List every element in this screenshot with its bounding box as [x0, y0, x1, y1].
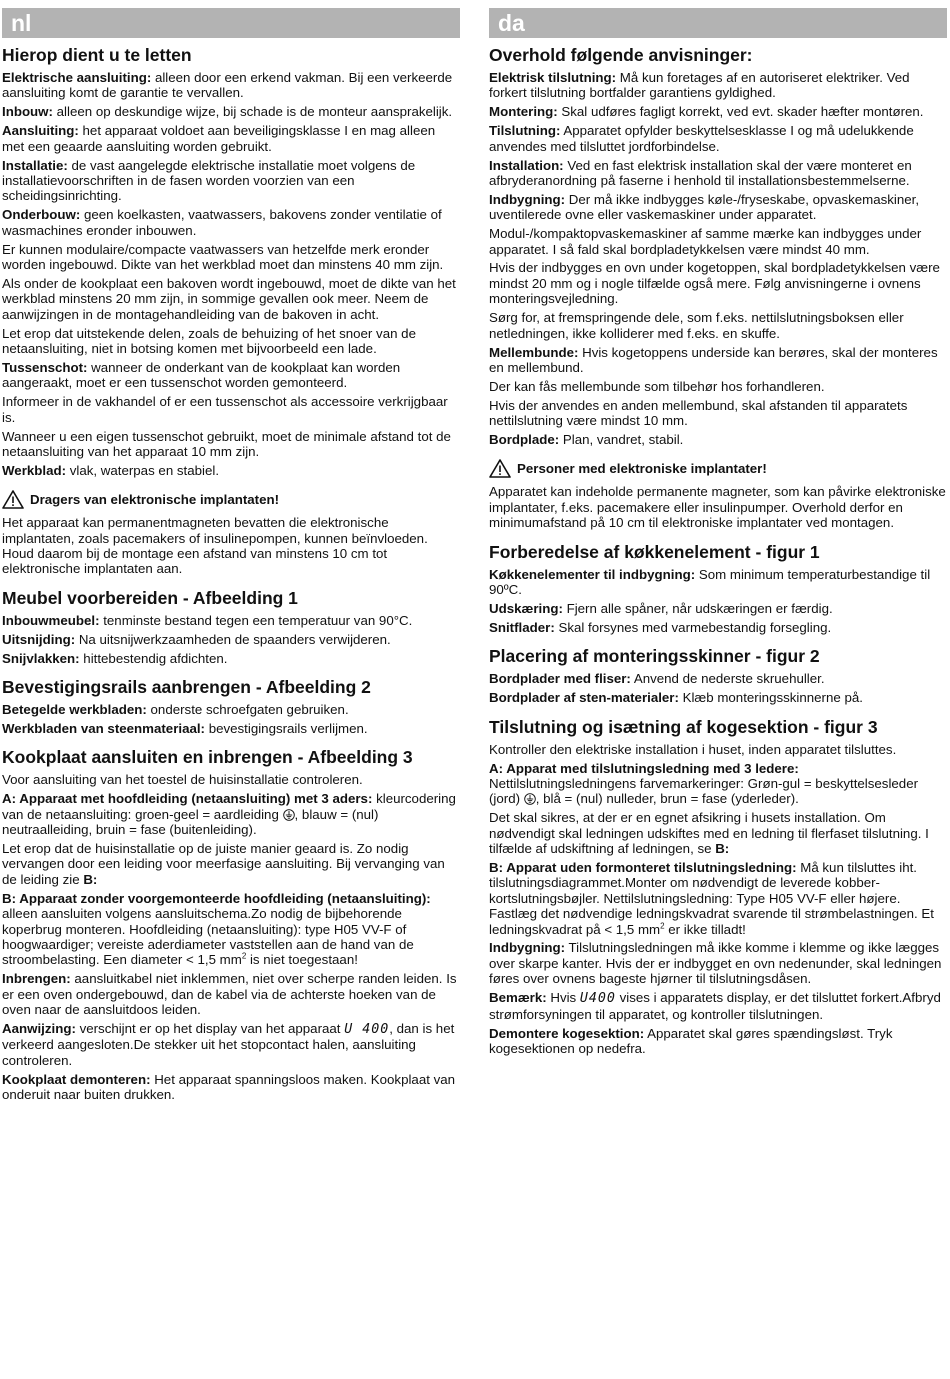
para-fig2-stone: Werkbladen van steenmateriaal: bevestigingsrails verlijmen.: [2, 721, 368, 736]
para-fig1-cabinet: Inbouwmeubel: tenminste bestand tegen een temperatuur van 90°C.: [2, 612, 413, 628]
language-tab-nl: nl: [2, 8, 460, 38]
para-fixed-installation: Installation: Ved en fast elektrisk installation skal der være monteret en afbryderanordning på faserne i henhold til installationsbestemmelserne.: [489, 157, 912, 188]
para-fig1-cut-surfaces: Snitflader: Skal forsynes med varmebestandig forsegling.: [489, 619, 832, 635]
warning-text: Het apparaat kan permanentmagneten bevatten die elektronische implantaten, zoals pacemakers of insulinepompen, kunnen beïnvloeden. Houd daarom bij de montage een afstand van minstens 10 cm tot elektronische implantaten aan.: [2, 515, 428, 577]
para-fig2-tiled: Betegelde werkbladen: onderste schroefgaten gebruiken.: [2, 702, 349, 718]
heading-figure-1: Forberedelse af køkkenelement - figur 1: [489, 541, 820, 562]
heading-figure-1: Meubel voorbereiden - Afbeelding 1: [2, 587, 298, 608]
column-danish: [489, 8, 947, 1060]
para-protruding-parts: Let erop dat uitstekende delen, zoals de behuizing of het snoer van de netaansluiting, niet in botsing komen met bijvoorbeeld een lade.: [2, 325, 416, 356]
para-dishwasher: Er kunnen modulaire/compacte vaatwassers van hetzelfde merk eronder worden ingebouwd. Dikte van het werkblad moet dan minstens 40 mm zijn.: [2, 241, 444, 272]
para-partition-distance: Wanneer u een eigen tussenschot gebruikt, moet de minimale afstand tot de netaansluiting van het apparaat 10 mm zijn.: [2, 428, 451, 459]
para-partition-accessory: Informeer in de vakhandel of er een tussenschot als accessoire verkrijgbaar is.: [2, 394, 448, 425]
para-fig1-cutout: Uitsnijding: Na uitsnijwerkzaamheden de spaanders verwijderen.: [2, 631, 391, 647]
para-connection: Aansluiting: het apparaat voldoet aan beveiligingsklasse I en mag alleen met een geaarde aansluiting worden gebruikt.: [2, 123, 436, 154]
para-underbuild: Onderbouw: geen koelkasten, vaatwassers, bakovens zonder ventilatie of wasmachines eronder inbouwen.: [2, 207, 442, 238]
para-fig3-dismount: Kookplaat demonteren: Het apparaat spanningsloos maken. Kookplaat van onderuit naar buiten drukken.: [2, 1071, 456, 1103]
para-partition: Tussenschot: wanneer de onderkant van de kookplaat kan worden aangeraakt, moet er een tussenschot worden gemonteerd.: [2, 359, 401, 391]
para-fixed-installation: Installatie: de vast aangelegde elektrische installatie moet volgens de installatievoorschriften in de fasen worden voorzien van een scheidingsinrichting.: [2, 157, 416, 204]
para-fig1-cutout: Udskæring: Fjern alle spåner, når udskæringen er færdig.: [489, 600, 833, 616]
para-fig1-cut-surfaces: Snijvlakken: hittebestendig afdichten.: [2, 650, 228, 666]
para-fig3-note: Aanwijzing: verschijnt er op het display van het apparaat U 400, dan is het verkeerd aangesloten.De stekker uit het stopcontact halen, aansluiting controleren.: [2, 1021, 455, 1068]
para-oven: Hvis der indbygges en ovn under kogetoppen, skal bordpladetykkelsen være mindst 20 mm og i nogle tilfælde også mere. Følg anvisningerne i ovnens monteringsvejledning.: [489, 260, 940, 307]
heading-figure-3: Tilslutning og isætning af kogesektion - figur 3: [489, 716, 878, 737]
para-oven: Als onder de kookplaat een bakoven wordt ingebouwd, moet de dikte van het werkblad minstens 20 mm zijn, in sommige gevallen ook meer. Neem de aanwijzingen in de montagehandleiding van de bakoven in acht.: [2, 275, 456, 322]
para-fig2-stone: Bordplader af sten-materialer: Klæb monteringsskinnerne på.: [489, 690, 863, 706]
display-code: U 400: [344, 1022, 390, 1037]
heading-figure-2: Placering af monteringsskinner - figur 2: [489, 646, 820, 667]
para-installation: Inbouw: alleen op deskundige wijze, bij schade is de monteur aansprakelijk.: [2, 104, 453, 120]
para-fig3-earthing: Det skal sikres, at der er en egnet afsikring i husets installation. Om nødvendigt skal ledningen udskiftes med en ledning til flerfaset tilslutning. I tilfælde af udskiftning af ledningen, se B:: [489, 810, 929, 857]
heading-figure-2: Bevestigingsrails aanbrengen - Afbeelding 2: [2, 677, 371, 698]
para-fig3-note: Bemærk: Hvis U400 vises i apparatets display, er det tilsluttet forkert.Afbryd strømforsyningen til apparatet, og kontroller tilslutningen.: [489, 990, 941, 1022]
para-fig3-insert: Indbygning: Tilslutningsledningen må ikke komme i klemme og ikke lægges over skarpe kanter. Hvis der er indbygget en ovn nedenunder, skal ledningen føres over ovnens bageste hjørner til tilslutningsdåsen.: [489, 940, 942, 987]
para-protruding-parts: Sørg for, at fremspringende dele, som f.eks. nettilslutningsboksen eller netledningen, ikke kolliderer med f.eks. en skuffe.: [489, 310, 904, 341]
para-installation: Montering: Skal udføres fagligt korrekt, ved evt. skader hæfter montøren.: [489, 104, 924, 120]
warning-icon: [2, 490, 24, 509]
para-dishwasher: Modul-/kompaktopvaskemaskiner af samme mærke kan indbygges under apparatet. I så fald skal bordpladetykkelsen være mindst 40 mm.: [489, 226, 922, 257]
language-tab-da: da: [489, 8, 947, 38]
heading-safety: Hierop dient u te letten: [2, 45, 192, 65]
para-fig3-a: A: Apparat med tilslutningsledning med 3 ledere: Nettilslutningsledningens farvemarkeringer: Grøn-gul = beskyttelsesleder (jord) , blå = (nul) nulleder, brun = fase (yderleder).: [489, 760, 919, 807]
display-code: U400: [579, 991, 616, 1007]
para-fig3-intro: Kontroller den elektriske installation i huset, inden apparatet tilsluttes.: [489, 741, 897, 757]
para-partition-accessory: Der kan fås mellembunde som tilbehør hos forhandleren.: [489, 378, 825, 394]
warning-icon: [489, 459, 511, 478]
para-electrical: Elektrische aansluiting: alleen door een erkend vakman. Bij een verkeerde aansluiting komt de garantie te vervallen.: [2, 70, 453, 101]
para-fig3-b: B: Apparat uden formonteret tilslutningsledning: Må kun tilsluttes iht. tilslutningsdiagrammet.Monter om nødvendigt de leverede kobber-kortslutningsbøjler. Nettilslutningsledning: Type H05 VV-F eller højere. Fastlæg det nødvendige ledningskvadrat svarende til strømbelastningen. Et ledningskvadrat på < 1,5 $mm^2$ er ikke tilladt!: [489, 859, 934, 937]
para-fig2-tiled: Bordplader med fliser: Anvend de nederste skruehuller.: [489, 671, 825, 687]
para-fig3-intro: Voor aansluiting van het toestel de huisinstallatie controleren.: [2, 772, 363, 788]
ground-symbol-icon: [524, 791, 536, 806]
para-fig3-a: A: Apparaat met hoofdleiding (netaansluiting) met 3 aders: kleurcodering van de netaansluiting: groen-geel = aardleiding , blauw = (nul) neutraalleiding, bruin = fase (buitenleiding).: [2, 791, 456, 838]
para-worktop: Bordplade: Plan, vandret, stabil.: [489, 432, 684, 448]
para-electrical: Elektrisk tilslutning: Må kun foretages af en autoriseret elektriker. Ved forkert tilslutning bortfalder garantiens gyldighed.: [489, 70, 910, 101]
para-fig3-earthing: Let erop dat de huisinstallatie op de juiste manier geaard is. Zo nodig vervangen door een leiding voor meerfasige aansluiting. Bij vervanging van de leiding zie B:: [2, 841, 445, 887]
column-dutch: [2, 8, 460, 1106]
warning-heading: Personer med elektroniske implantater!: [489, 459, 947, 478]
para-fig3-insert: Inbrengen: aansluitkabel niet inklemmen, niet over scherpe randen leiden. Is er een oven ondergebouwd, dan de kabel via de achterste hoeken van de oven naar de aansluitdoos leiden.: [2, 971, 457, 1018]
warning-heading: Dragers van elektronische implantaten!: [2, 490, 460, 509]
para-fig3-dismount: Demontere kogesektion: Apparatet skal gøres spændingsløst. Tryk kogesektionen op nedefra.: [489, 1025, 893, 1056]
warning-text: Apparatet kan indeholde permanente magneter, som kan påvirke elektroniske implantater, f.eks. pacemakere eller insulinpumper. Overhold derfor en minimumafstand på 10 cm til elektroniske implantater ved montagen.: [489, 484, 946, 531]
ground-symbol-icon: [283, 807, 295, 822]
para-fig3-b: B: Apparaat zonder voorgemonteerde hoofdleiding (netaansluiting): alleen aansluiten volgens aansluitschema.Zo nodig de bijbehorende koperbrug monteren. Hoofdleiding (netaansluiting): type H05 VV-F of hoogwaardiger; vereiste aderdiameter vaststellen aan de hand van de stroombelasting. Een diameter < 1,5 $mm^2$ is niet toegestaan!: [2, 890, 431, 968]
para-partition-distance: Hvis der anvendes en anden mellembund, skal afstanden til apparatets nettilslutning være mindst 10 mm.: [489, 397, 908, 429]
para-worktop: Werkblad: vlak, waterpas en stabiel.: [2, 462, 220, 478]
heading-figure-3: Kookplaat aansluiten en inbrengen - Afbeelding 3: [2, 747, 413, 768]
heading-safety: Overhold følgende anvisninger:: [489, 45, 753, 65]
para-underbuild: Indbygning: Der må ikke indbygges køle-/fryseskabe, opvaskemaskiner, uventilerede ovne eller vaskemaskiner under apparatet.: [489, 191, 920, 223]
para-fig1-cabinet: Køkkenelementer til indbygning: Som minimum temperaturbestandige til 90ºC.: [489, 566, 931, 598]
para-partition: Mellembunde: Hvis kogetoppens underside kan berøres, skal der monteres en mellembund.: [489, 344, 938, 375]
para-connection: Tilslutning: Apparatet opfylder beskyttelsesklasse I og må udelukkende anvendes med tilsluttet jordforbindelse.: [489, 123, 914, 154]
